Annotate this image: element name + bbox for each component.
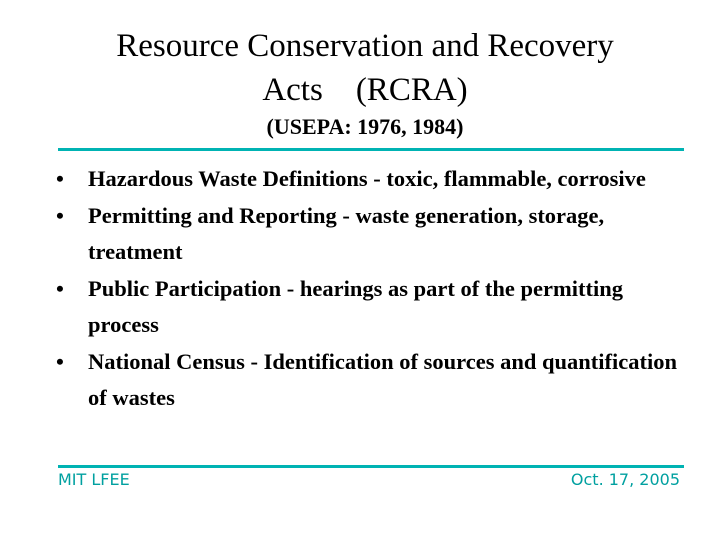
bullet-text: Hazardous Waste Definitions - toxic, flammable, corrosive [88,166,646,191]
bullet-item-public-participation [56,271,686,344]
bottom-divider [58,465,684,468]
bullet-icon: • [56,275,64,301]
bullet-item-permitting [56,198,686,271]
footer-organization: MIT LFEE [58,470,130,489]
bullet-text: Public Participation - hearings as part of the permitting process [88,275,623,337]
top-divider [58,148,684,151]
bullet-icon: • [56,166,64,191]
slide-title-line-2: Acts (RCRA) [262,72,468,108]
slide-title-line-1: Resource Conservation and Recovery [116,28,614,64]
bullet-icon: • [56,202,64,228]
bullet-item-hazardous-waste [56,161,686,198]
footer-date: Oct. 17, 2005 [570,470,680,489]
slide-subtitle: (USEPA: 1976, 1984) [266,114,464,139]
bullet-text: Permitting and Reporting - waste generation, storage, treatment [88,202,605,264]
bullet-text: National Census - Identification of sources and quantification of wastes [88,348,678,410]
bullet-list [56,161,686,417]
bullet-icon: • [56,348,64,374]
bullet-item-national-census [56,344,686,417]
